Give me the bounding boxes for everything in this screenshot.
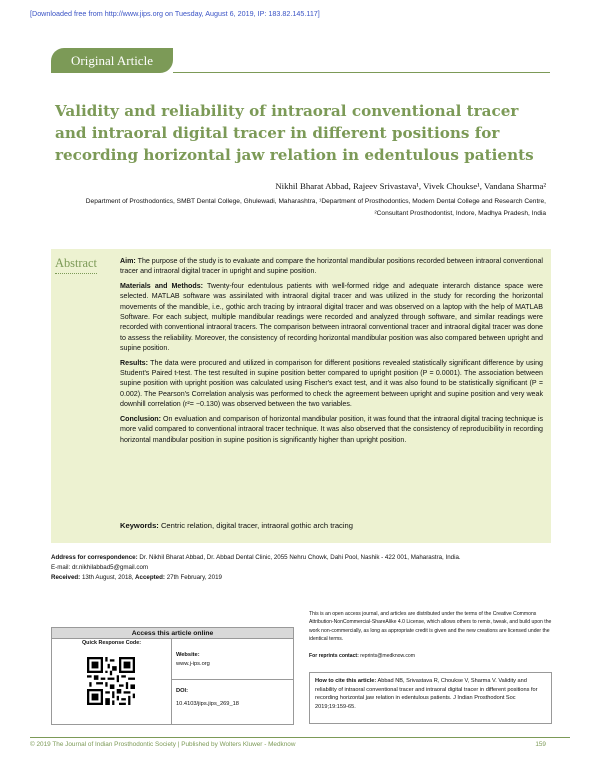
download-note: [Downloaded free from http://www.jips.org on Tuesday, August 6, 2019, IP: 183.82.145.117] (30, 9, 320, 18)
qr-code-icon[interactable] (87, 657, 135, 705)
reprints-contact: For reprints contact: reprints@medknow.com (309, 653, 415, 659)
website-link[interactable]: www.j-ips.org (176, 661, 210, 667)
correspondence-address: Address for correspondence: Dr. Nikhil Bharat Abbad, Dr. Abbad Dental Clinic, 2055 Nehru Chowk, Dahi Pool, Nashik - 422 001, Maharastra, India. (51, 554, 461, 561)
author-list: Nikhil Bharat Abbad, Rajeev Srivastava¹, Vivek Choukse¹, Vandana Sharma² (275, 181, 546, 191)
footer-copyright: © 2019 The Journal of Indian Prosthodontic Society | Published by Wolters Kluwer - Medknow (30, 741, 296, 748)
box-divider-horizontal (172, 679, 293, 680)
correspondence-block (51, 553, 551, 583)
article-title: Validity and reliability of intraoral conventional tracer and intraoral digital tracer in different positions for recording horizontal jaw relation in edentulous patients (55, 102, 534, 164)
received-accepted-dates: Received: 13th August, 2018, Accepted: 27th February, 2019 (51, 574, 222, 581)
license-text: This is an open access journal, and articles are distributed under the terms of the Creative Commons Attribution-NonCommercial-ShareAlike 4.0 License, which allows others to remix, tweak, and build upon the work non-commercially, as long as appropriate credit is given and the new creations are licensed under the identical terms. (309, 611, 552, 643)
footer-rule (30, 737, 570, 738)
abstract-methods: Materials and Methods: Twenty-four edentulous patients with well-formed ridge and adequate interarch distance space were selected. MATLAB software was assinilated with intraoral digital tracer and was utilized in the study for recording the horizontal movements of the mandible, i.e., gothic arch tracing by intraoral digital tracer and was observed on a laptop with the help of MATLAB Software. For each subject, multiple mandibular readings were recorded and analyzed through software, and similar readings were recorded with conventional intraoral tracers. The comparison between intraoral conventional tracer and intraoral digital tracer was done to assess the reliability. Moreover, the consistency of recording horizontal mandibular position was also compared between upright and supine position. (120, 282, 543, 352)
abstract-aim: Aim: The purpose of the study is to evaluate and compare the horizontal mandibular positions recorded between intraoral conventional tracer and intraoral digital tracer in upright and supine position. (120, 257, 543, 276)
keywords: Keywords: Centric relation, digital tracer, intraoral gothic arch tracing (120, 521, 353, 530)
correspondence-email: E-mail: dr.nikhilabbad5@gmail.com (51, 564, 149, 571)
box-divider (171, 639, 172, 724)
abstract-results: Results: The data were procured and utilized in comparison for different positions revealed statistically significant difference by using Student's Paired t-test. The test resulted in supine position better compared to upright position (P = 0.0001). The association between supine position with upright position was calculated using Fischer's exact test, and it was also found to be statistically significant (P = 0.002). The Pearson's Correlation analysis was performed to check the agreement between upright and supine position and very weak downhill correlation (r²= −0.130) was observed between the two variables. (120, 358, 543, 409)
access-heading: Access this article online (52, 628, 293, 639)
article-type-tab: Original Article (51, 48, 173, 73)
abstract-label: Abstract (55, 256, 97, 270)
website-label: Website: (176, 652, 200, 658)
doi-value[interactable]: 10.4103/jips.jips_269_18 (176, 701, 239, 707)
doi-label: DOI: (176, 688, 189, 694)
affiliations: Department of Prosthodontics, SMBT Dental College, Ghulewadi, Maharashtra, ¹Department of Prosthodontics, Modern Dental College and Research Centre, ²Consultant Prosthodontist, Indore, Madhya Pradesh, India (85, 198, 546, 217)
abstract-body (120, 256, 543, 449)
citation-box: How to cite this article: Abbad NB, Srivastava R, Choukse V, Sharma V. Validity and reliability of intraoral conventional tracer and intraoral digital tracer in different positions for recording horizontal jaw relation in edentulous patients. J Indian Prosthodont Soc 2019;19:159-65. (309, 672, 552, 724)
access-online-box (51, 627, 294, 725)
qr-label: Quick Response Code: (81, 640, 141, 646)
header-rule (173, 72, 550, 73)
abstract-conclusion: Conclusion: On evaluation and comparison of horizontal mandibular position, it was found that the intraoral digital tracing technique is more valid compared to conventional intraoral tracer technique. It was also observed that the consistency of reproducibility in recording horizontal mandibular position in supine position is significantly higher than upright position. (120, 414, 543, 444)
page-number: 159 (535, 741, 546, 748)
